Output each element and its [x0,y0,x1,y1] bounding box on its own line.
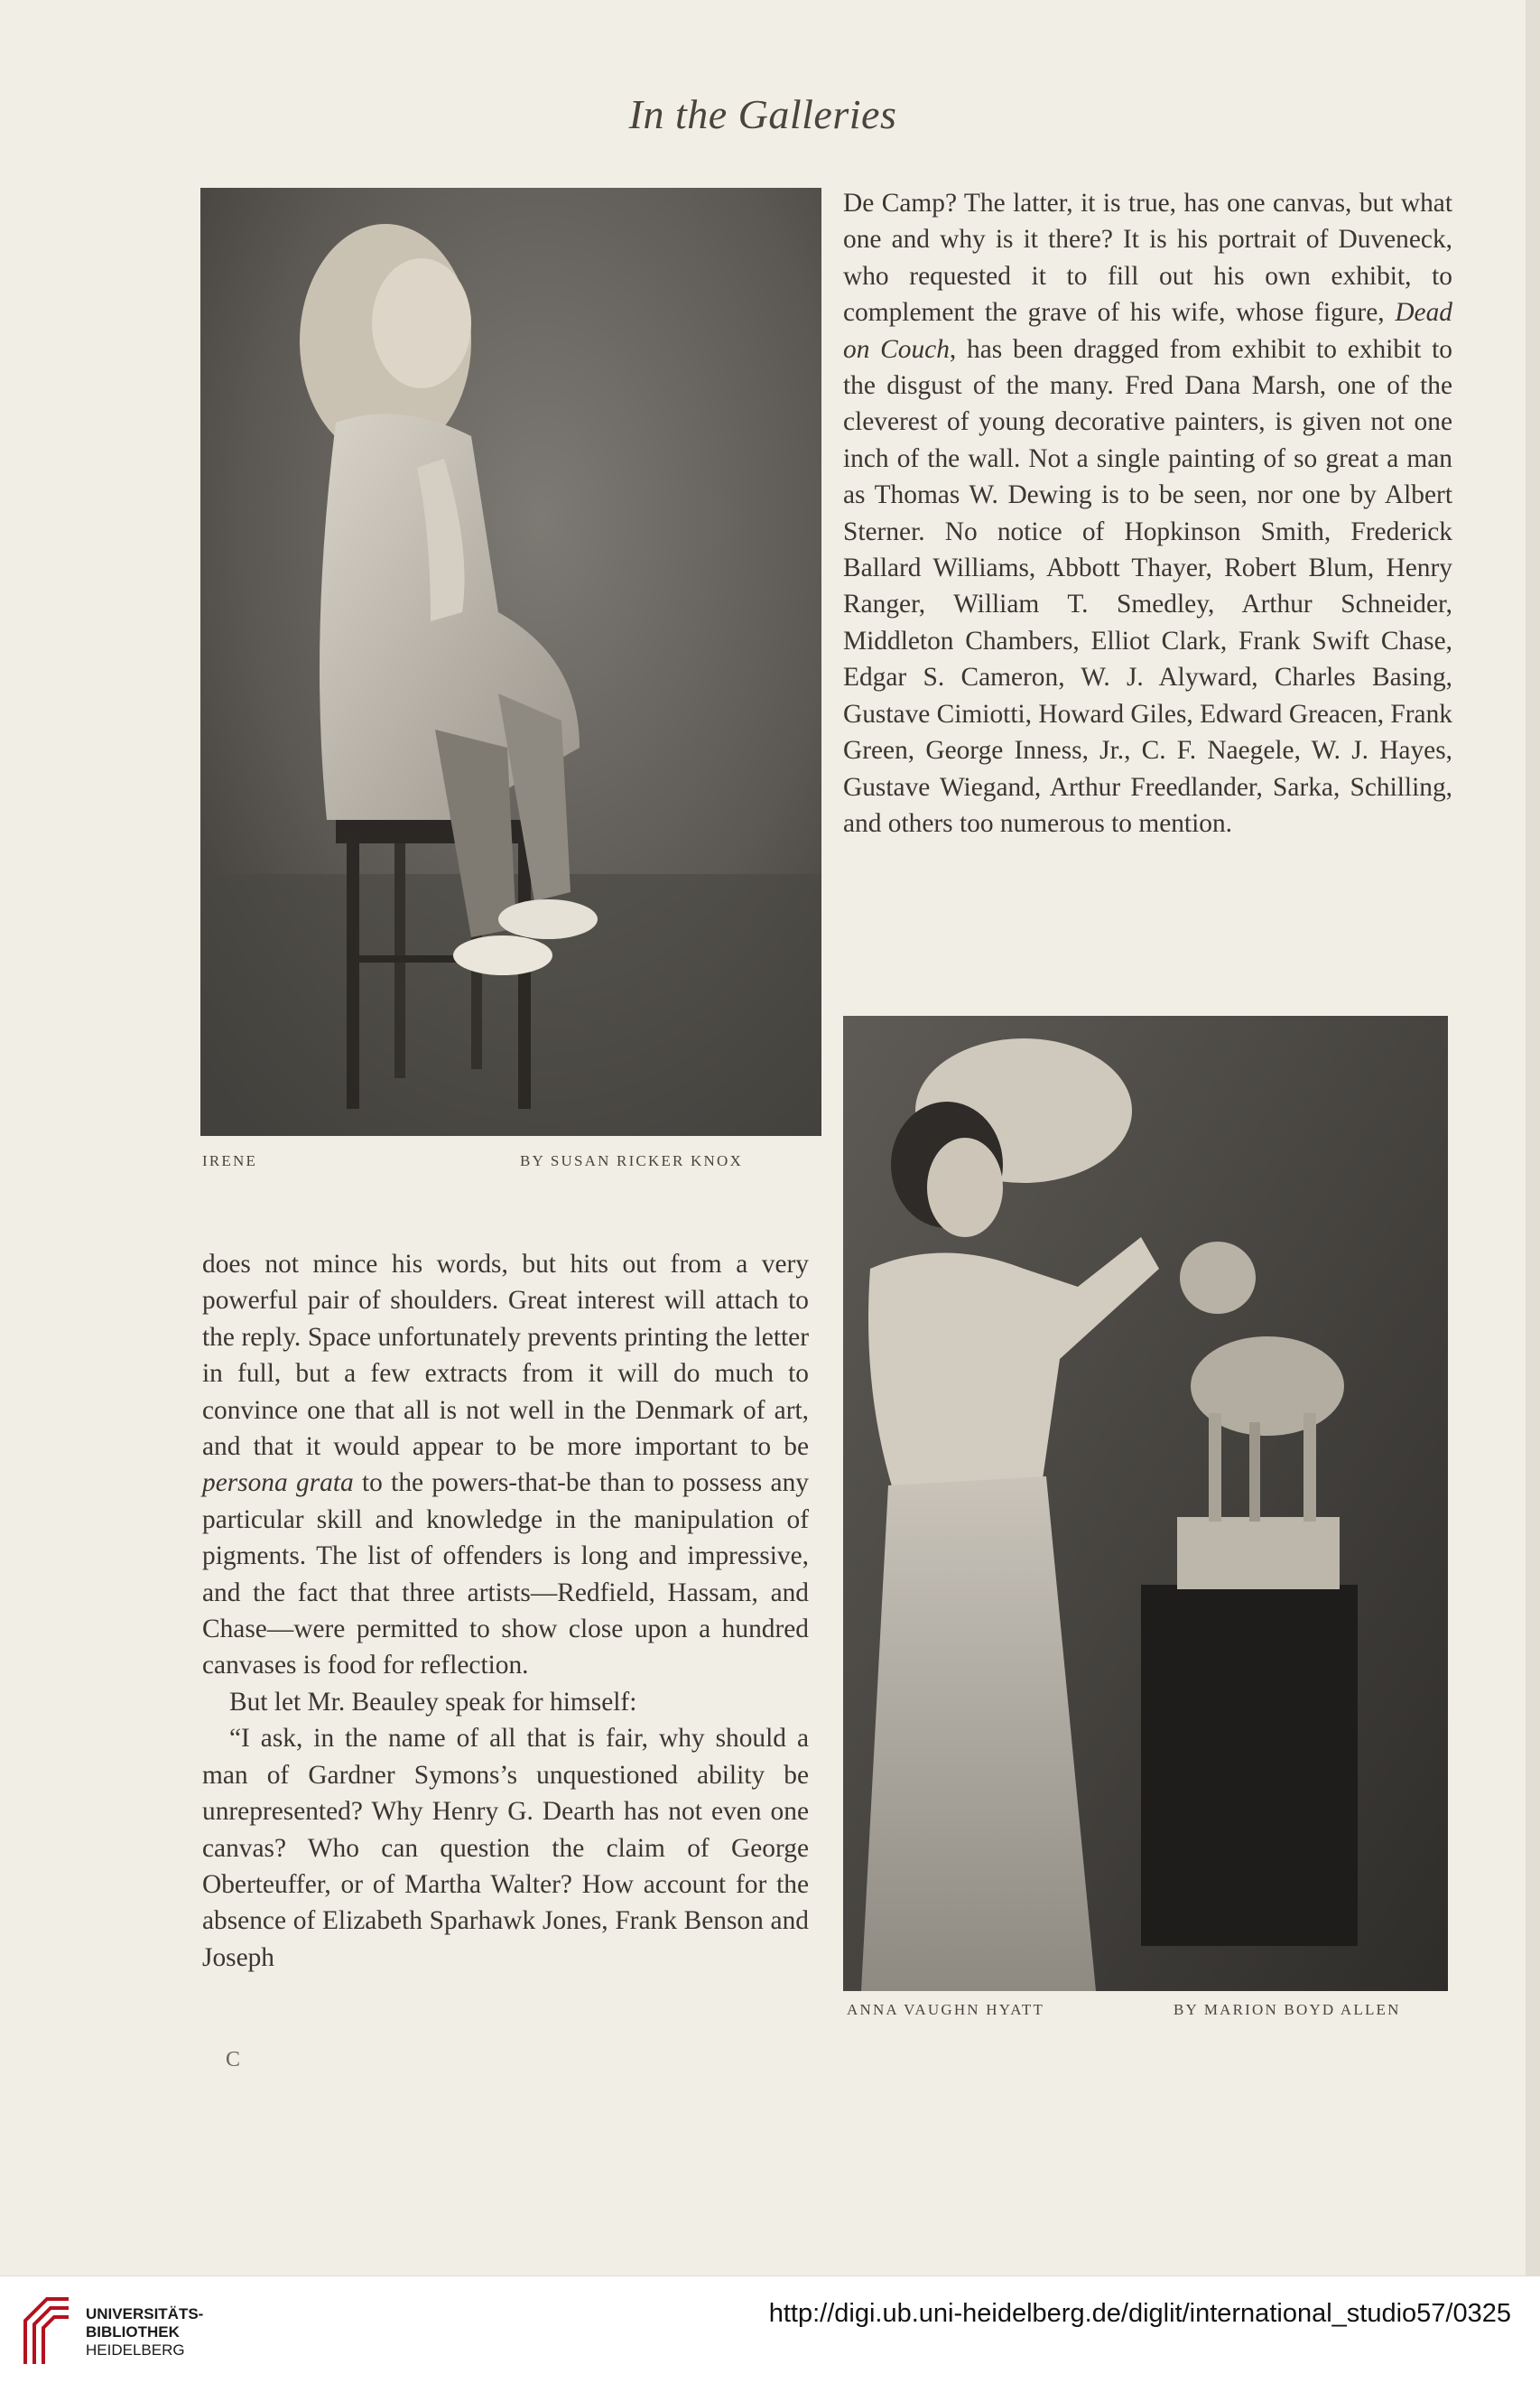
page-edge [1526,0,1540,2276]
italic-persona-grata: persona grata [202,1468,354,1498]
library-name-line2: BIBLIOTHEK [86,2323,180,2341]
library-footer [0,2276,1540,2392]
irene-caption-artist: BY SUSAN RICKER KNOX [520,1152,743,1169]
hyatt-caption-artist: BY MARION BOYD ALLEN [1174,2001,1401,2018]
left-column-text [202,1246,809,1976]
running-head: In the Galleries [628,91,897,137]
right-column-body-continued: , has been dragged from exhibit to exhibit to the disgust of the many. Fred Dana Marsh, one of the cleverest of young decorative painters, is given not one inch of the wall. Not a single painting of so great a man as Thomas W. Dewing is to be seen, nor one by Albert Sterner. No notice of Hopkinson Smith, Frederick Ballard Williams, Abbott Thayer, Robert Blum, Henry Ranger, William T. Smedley, Arthur Schneider, Middleton Chambers, Elliot Clark, Frank Swift Chase, Edgar S. Cameron, W. J. Alyward, Charles Basing, Gustave Cimiotti, Howard Giles, Edward Greacen, Frank Green, George Inness, Jr., C. F. Naegele, W. J. Hayes, Gustave Wiegand, Arthur Freedlander, Sarka, Schilling, and others too numerous to mention. [843,334,1452,838]
anna-vaughn-hyatt-photo [843,1016,1448,1991]
right-column-body: De Camp? The latter, it is true, has one canvas, but what one and why is it there? It is his portrait of Duveneck, who requested it to fill out his own exhibit, to complement the grave of his wife, whose figure, [843,189,1452,328]
library-name [86,2305,203,2359]
left-column-body: does not mince his words, but hits out from a very powerful pair of shoulders. Great interest will attach to the reply. Space unfortunately prevents printing the letter in full, but a few extracts from it will do much to convince one that all is not well in the Denmark of art, and that it would appear to be more important to be [202,1250,809,1462]
source-url-link[interactable]: http://digi.ub.uni-heidelberg.de/diglit/international_studio57/0325 [768,2299,1511,2328]
signature-mark: C [226,2048,241,2071]
left-column-body-continued: to the powers-that-be than to possess any particular skill and knowledge in the manipulation of pigments. The list of offenders is long and impressive, and the fact that three artists—Redfield, Hassam, and Chase—were permitted to show close upon a hundred canvases is food for reflection. [202,1468,809,1680]
paragraph-beauley-quote: “I ask, in the name of all that is fair, why should a man of Gardner Symons’s unquestioned ability be unrepresented? Why Henry G. Dearth has not even one canvas? Who can question the claim of George Oberteuffer, or of Martha Walter? How account for the absence of Elizabeth Sparhawk Jones, Frank Benson and Joseph [202,1724,809,1972]
library-name-line3: HEIDELBERG [86,2341,185,2359]
right-column-text [843,185,1452,842]
irene-portrait-photo [200,188,821,1136]
paragraph-beauley-intro: But let Mr. Beauley speak for himself: [229,1687,637,1717]
library-name-line1: UNIVERSITÄTS- [86,2305,204,2322]
library-logo-icon [20,2294,74,2366]
italic-title-dead-on-couch: Dead on Couch [843,298,1452,364]
hyatt-caption-title: ANNA VAUGHN HYATT [847,2001,1045,2018]
irene-caption-title: IRENE [202,1152,258,1169]
